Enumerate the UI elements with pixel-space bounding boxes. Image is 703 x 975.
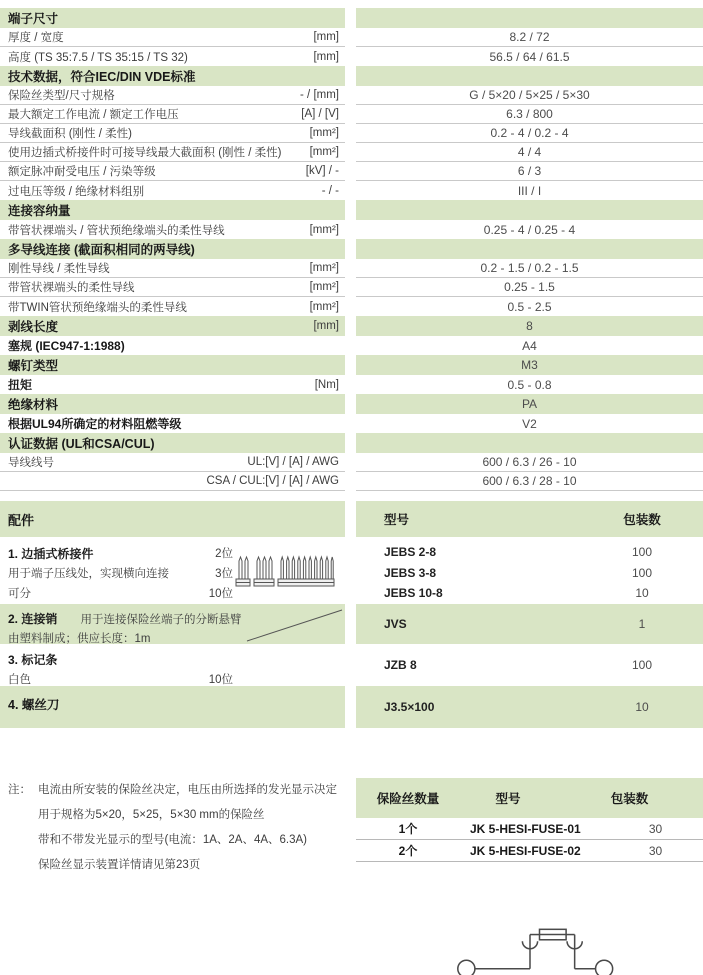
connecting-pin-row [0, 604, 703, 644]
spec-row [0, 86, 703, 105]
spec-value: 600 / 6.3 / 28 - 10 [482, 474, 577, 488]
footnote-lines [38, 778, 337, 975]
spec-value-cell [356, 336, 703, 355]
spec-row [0, 316, 703, 336]
spec-value-cell [356, 162, 703, 181]
spec-label-cell [0, 355, 345, 375]
spec-value-cell [356, 220, 703, 239]
spec-unit: [mm²] [309, 281, 339, 293]
spec-label-cell [0, 28, 345, 47]
fuse-table-column [356, 778, 703, 975]
footnote-tag: 注： [8, 784, 31, 796]
spec-value-cell [356, 143, 703, 162]
pack-qty: 100 [631, 545, 653, 560]
fuse-model: JK 5-HESI-FUSE-02 [470, 843, 581, 858]
spec-unit: [mm²] [309, 146, 339, 158]
model-row [356, 583, 703, 604]
spec-row [0, 181, 703, 200]
accessory-item-screwdriver [0, 686, 345, 728]
spec-row [0, 8, 703, 28]
spec-unit: [mm²] [309, 262, 339, 274]
spec-label-cell [0, 278, 345, 297]
spec-unit: [kV] / - [305, 165, 339, 177]
spec-label-cell [0, 105, 345, 124]
accessory-desc: 白色 [8, 674, 31, 686]
spec-unit: UL:[V] / [A] / AWG [247, 456, 339, 468]
spec-row [0, 259, 703, 278]
qty-column-header: 包装数 [623, 513, 661, 527]
spec-row [0, 453, 703, 472]
spec-unit: - / [mm] [300, 89, 339, 101]
spec-row [0, 220, 703, 239]
accessory-desc: 用于端子压线处，实现横向连接 [8, 568, 169, 580]
model-row [356, 697, 703, 718]
spec-value-cell [356, 66, 703, 86]
spec-value-cell [356, 433, 703, 453]
spec-label-cell [0, 200, 345, 220]
spec-label: 带管状裸端头的柔性导线 [8, 282, 135, 294]
accessory-title: 1. 边插式桥接件 [8, 546, 94, 561]
spec-value-cell [356, 28, 703, 47]
fuse-table-body [356, 818, 703, 862]
fuse-model: JK 5-HESI-FUSE-01 [470, 821, 581, 836]
spec-value-cell [356, 47, 703, 66]
spec-value: 8 [526, 319, 533, 333]
spec-value: 0.2 - 1.5 / 0.2 - 1.5 [480, 261, 579, 275]
spec-value-cell [356, 355, 703, 375]
spec-value-cell [356, 124, 703, 143]
spec-label: 带管状裸端头 / 管状预绝缘端头的柔性导线 [8, 224, 225, 237]
spec-label: 过电压等级 / 绝缘材料组别 [8, 185, 145, 198]
spec-row [0, 394, 703, 414]
pole-count: 10位 [208, 674, 233, 686]
spec-row [0, 239, 703, 259]
spec-value-cell [356, 472, 703, 491]
accessory-item-bridge [0, 537, 345, 604]
model-column-header: 型号 [384, 513, 410, 527]
spec-unit: - / - [321, 184, 339, 197]
pack-qty: 10 [635, 586, 649, 601]
spec-value-cell [356, 181, 703, 200]
model-row [356, 655, 703, 676]
spec-label-cell [0, 220, 345, 239]
accessory-line [0, 649, 345, 669]
spec-label: 认证数据 (UL和CSA/CUL) [8, 437, 155, 451]
spec-value: 0.25 - 4 / 0.25 - 4 [483, 222, 576, 237]
spec-row [0, 278, 703, 297]
spec-label: 保险丝类型/尺寸规格 [8, 90, 115, 102]
fuse-qty: 30 [648, 821, 663, 836]
accessory-desc: 可分 [8, 588, 31, 600]
spec-label: 厚度 / 宽度 [8, 32, 64, 44]
spec-row [0, 297, 703, 316]
spec-row [0, 414, 703, 433]
accessory-title: 4. 螺丝刀 [8, 698, 60, 712]
spec-value: 600 / 6.3 / 26 - 10 [482, 455, 577, 469]
spec-value: M3 [521, 358, 538, 372]
spec-label: 端子尺寸 [8, 12, 59, 26]
spec-label: 塞规 (IEC947-1:1988) [8, 339, 125, 353]
spec-label: 最大额定工作电流 / 额定工作电压 [8, 109, 179, 121]
spec-value: 56.5 / 64 / 61.5 [489, 49, 570, 64]
accessory-desc: 由塑料制成；供应长度：1m [8, 633, 151, 645]
accessories-section [0, 501, 703, 728]
pole-count: 2位 [215, 548, 233, 560]
spec-unit: [mm] [313, 31, 339, 43]
spec-row [0, 28, 703, 47]
accessories-header-row [0, 501, 703, 537]
pole-count: 3位 [215, 568, 233, 580]
spec-label-cell [0, 8, 345, 28]
spec-label-cell [0, 394, 345, 414]
spec-row [0, 200, 703, 220]
spec-unit: [mm²] [309, 127, 339, 139]
model-group [356, 537, 703, 604]
spec-label: 刚性导线 / 柔性导线 [8, 263, 110, 275]
spec-label: 高度 (TS 35:7.5 / TS 35:15 / TS 32) [8, 51, 188, 64]
spec-label-cell [0, 375, 345, 394]
spec-value: III / I [517, 183, 542, 198]
spec-row [0, 66, 703, 86]
spec-label: 连接容纳量 [8, 204, 71, 218]
footnote-line: 电流由所安装的保险丝决定，电压由所选择的发光显示决定 [38, 784, 337, 796]
spec-value: 0.25 - 1.5 [504, 280, 555, 294]
fuse-qty-header: 包装数 [610, 792, 649, 806]
spec-label: 剥线长度 [8, 320, 59, 334]
spec-value-cell [356, 453, 703, 472]
model-name: JEBS 2-8 [384, 545, 437, 560]
footnote-line: 保险丝显示装置详情请见第23页 [38, 859, 201, 871]
spec-value-cell [356, 297, 703, 316]
spec-value-cell [356, 375, 703, 394]
spec-row [0, 355, 703, 375]
spec-value-cell [356, 316, 703, 336]
spec-label: 螺钉类型 [8, 359, 59, 373]
spec-label: 导线截面积 (刚性 / 柔性) [8, 128, 132, 140]
spec-row [0, 143, 703, 162]
fuse-model-header: 型号 [495, 792, 521, 806]
spec-label-cell [0, 316, 345, 336]
spec-label-cell [0, 433, 345, 453]
spec-unit: [mm] [313, 320, 339, 332]
spec-label-cell [0, 336, 345, 355]
spec-label: 带TWIN管状预绝缘端头的柔性导线 [8, 301, 187, 314]
spec-value: A4 [522, 338, 537, 353]
spec-label-cell [0, 453, 345, 472]
spec-value-cell [356, 86, 703, 105]
pack-qty: 100 [631, 658, 653, 672]
spec-value: G / 5×20 / 5×25 / 5×30 [469, 88, 590, 102]
spec-label-cell [0, 86, 345, 105]
fuse-table-header [356, 778, 703, 818]
spec-row [0, 162, 703, 181]
spec-label-cell [0, 297, 345, 316]
spec-value-cell [356, 8, 703, 28]
spec-label: 扭矩 [8, 378, 33, 392]
accessory-title: 2. 连接销 [8, 612, 58, 626]
model-name: J3.5×100 [384, 700, 435, 714]
spec-label: 多导线连接 (截面积相同的两导线) [8, 243, 195, 257]
spec-value-cell [356, 278, 703, 297]
spec-unit: CSA / CUL:[V] / [A] / AWG [206, 475, 339, 487]
spec-value-cell [356, 414, 703, 433]
footnote [0, 778, 345, 975]
spec-row [0, 124, 703, 143]
fuse-count: 1个 [398, 822, 418, 836]
accessory-item-marker [0, 644, 345, 686]
spec-label: 额定脉冲耐受电压 / 污染等级 [8, 166, 156, 178]
spec-value: 6 / 3 [517, 164, 542, 178]
spec-value: 0.5 - 0.8 [507, 377, 552, 392]
footnote-line: 用于规格为5×20，5×25，5×30 mm的保险丝 [38, 809, 265, 821]
spec-label: 绝缘材料 [8, 398, 59, 412]
spec-unit: [A] / [V] [301, 108, 339, 120]
model-row [356, 563, 703, 584]
spec-table [0, 8, 703, 491]
spec-row [0, 433, 703, 453]
spec-value: 0.2 - 4 / 0.2 - 4 [490, 126, 569, 140]
spec-unit: [Nm] [314, 378, 339, 391]
fuse-qty: 30 [648, 843, 663, 858]
spec-row [0, 336, 703, 355]
model-row [356, 542, 703, 563]
fuse-row [356, 840, 703, 862]
connecting-pin-icon [245, 606, 345, 644]
spec-label-cell [0, 239, 345, 259]
accessory-desc: 用于连接保险丝端子的分断悬臂 [80, 614, 242, 626]
model-group [356, 686, 703, 728]
screwdriver-row [0, 686, 703, 728]
spec-value-cell [356, 105, 703, 124]
spec-row [0, 472, 703, 491]
model-name: JVS [384, 617, 407, 631]
model-row [356, 614, 703, 635]
spec-label-cell [0, 472, 345, 491]
accessories-title [0, 501, 345, 537]
spec-label-cell [0, 259, 345, 278]
model-name: JEBS 3-8 [384, 565, 437, 580]
marker-strip-row [0, 644, 703, 686]
spec-unit: [mm²] [309, 300, 339, 313]
model-group [356, 604, 703, 644]
spec-value-cell [356, 394, 703, 414]
bridge-connector-row [0, 537, 703, 604]
pole-count: 10位 [208, 588, 233, 600]
spec-value-cell [356, 200, 703, 220]
accessories-title-label: 配件 [8, 512, 35, 528]
fuse-count: 2个 [398, 844, 418, 858]
pack-qty: 1 [638, 617, 646, 631]
spec-value: PA [521, 397, 538, 411]
spec-value: V2 [522, 416, 537, 431]
spec-label-cell [0, 47, 345, 66]
model-name: JZB 8 [384, 658, 417, 672]
model-name: JEBS 10-8 [384, 586, 443, 601]
spec-value: 0.5 - 2.5 [507, 299, 552, 314]
spec-label-cell [0, 124, 345, 143]
accessory-title: 3. 标记条 [8, 652, 58, 667]
spec-label-cell [0, 66, 345, 86]
spec-unit: [mm²] [309, 223, 339, 236]
bottom-section [0, 778, 703, 975]
spec-label: 技术数据，符合IEC/DIN VDE标准 [8, 70, 196, 84]
fuse-terminal-schematic [454, 907, 644, 975]
accessory-item-pin [0, 604, 345, 644]
spec-label-cell [0, 414, 345, 433]
spec-label: 导线线号 [8, 457, 54, 469]
spec-label-cell [0, 162, 345, 181]
spec-label-cell [0, 181, 345, 200]
fuse-row [356, 818, 703, 840]
spec-row [0, 375, 703, 394]
spec-value: 8.2 / 72 [509, 30, 550, 44]
spec-label: 根据UL94所确定的材料阻燃等级 [8, 417, 182, 431]
spec-value-cell [356, 239, 703, 259]
pack-qty: 10 [635, 700, 649, 714]
spec-value: 4 / 4 [517, 145, 542, 159]
spec-row [0, 47, 703, 66]
spec-value: 6.3 / 800 [506, 107, 553, 121]
pack-qty: 100 [631, 565, 653, 580]
model-group [356, 644, 703, 686]
spec-unit: [mm] [313, 50, 339, 63]
fuse-count-header: 保险丝数量 [376, 792, 440, 806]
model-table-header [356, 501, 703, 537]
spec-value-cell [356, 259, 703, 278]
jumper-comb-icon [235, 551, 335, 591]
spec-label: 使用边插式桥接件时可接导线最大截面积 (刚性 / 柔性) [8, 147, 282, 159]
spec-label-cell [0, 143, 345, 162]
footnote-line: 带和不带发光显示的型号(电流：1A、2A、4A、6.3A) [38, 834, 308, 846]
spec-row [0, 105, 703, 124]
